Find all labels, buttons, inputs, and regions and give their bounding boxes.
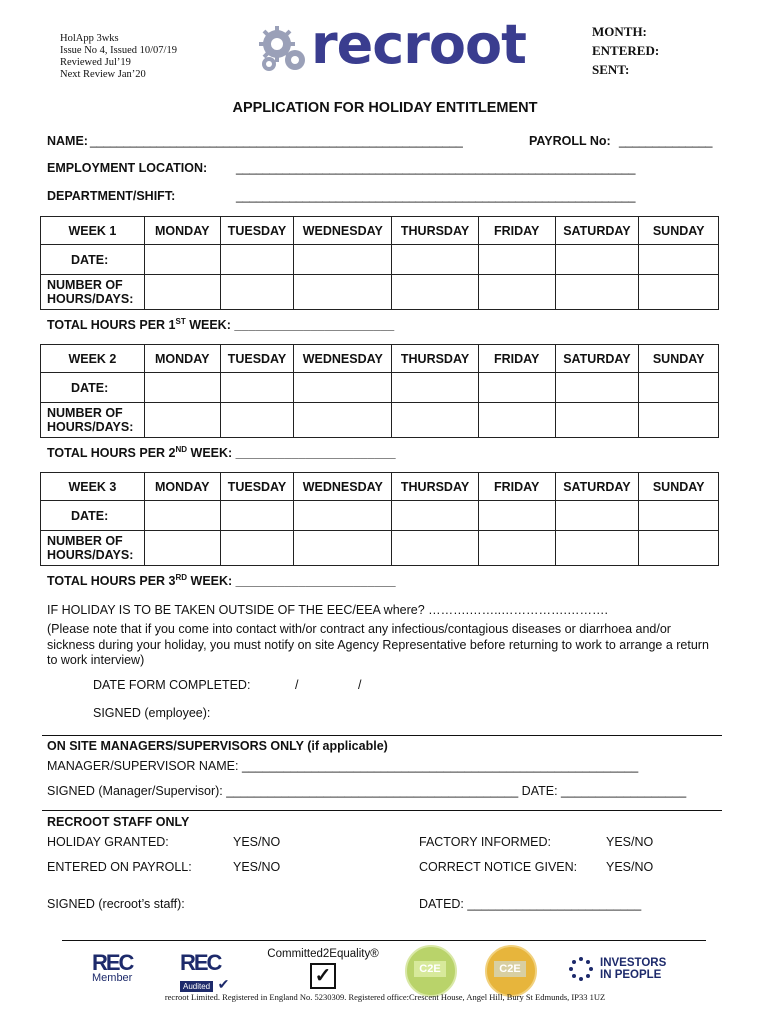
total-prefix: TOTAL HOURS PER 2: [47, 446, 176, 461]
ordinal: RD: [175, 573, 188, 582]
date-cell[interactable]: [478, 501, 555, 531]
signed-employee-label: SIGNED (employee):: [93, 706, 211, 720]
hours-cell[interactable]: [392, 403, 479, 438]
eec-question[interactable]: IF HOLIDAY IS TO BE TAKEN OUTSIDE OF THE EEC/EEA where? ……….……..…………….……….: [47, 603, 608, 617]
sent-label: SENT:: [592, 62, 630, 77]
date-cell[interactable]: [144, 373, 220, 403]
location-label: EMPLOYMENT LOCATION:: [47, 161, 208, 175]
day-header: SUNDAY: [639, 217, 719, 245]
c2e-text: C2E: [494, 961, 526, 977]
hours-cell[interactable]: [555, 275, 639, 310]
document-control-info: [60, 33, 177, 81]
month-label: MONTH:: [592, 24, 647, 39]
date-cell[interactable]: [555, 373, 639, 403]
total-hours-week-3[interactable]: [47, 573, 396, 588]
day-header: WEDNESDAY: [294, 345, 392, 373]
hours-row-label: NUMBER OF HOURS/DAYS:: [41, 275, 145, 310]
day-header: SATURDAY: [555, 217, 639, 245]
date-cell[interactable]: [294, 373, 392, 403]
date-cell[interactable]: [144, 245, 220, 275]
day-header: SUNDAY: [639, 473, 719, 501]
iip-wreath-icon: [568, 956, 594, 982]
hours-row-label: NUMBER OF HOURS/DAYS:: [41, 403, 145, 438]
manager-signed-field[interactable]: SIGNED (Manager/Supervisor): __________________________________________ DATE: __________________: [47, 784, 687, 798]
hours-cell[interactable]: [478, 403, 555, 438]
logo-wordmark: recroot: [311, 13, 526, 76]
payroll-field[interactable]: ______________: [619, 134, 713, 148]
manager-name-field[interactable]: MANAGER/SUPERVISOR NAME: _________________________________________________________: [47, 759, 639, 773]
date-cell[interactable]: [220, 373, 294, 403]
day-header: MONDAY: [144, 217, 220, 245]
hours-cell[interactable]: [220, 275, 294, 310]
checkbox-tick-icon: ✓: [310, 963, 336, 989]
date-cell[interactable]: [220, 245, 294, 275]
day-header: SATURDAY: [555, 473, 639, 501]
date-separator: /: [295, 678, 299, 692]
managers-heading: ON SITE MANAGERS/SUPERVISORS ONLY (if applicable): [47, 739, 388, 753]
office-use-box: [592, 22, 659, 79]
committed-text: Committed2Equality®: [267, 948, 379, 960]
day-header: THURSDAY: [392, 345, 479, 373]
day-header: FRIDAY: [478, 217, 555, 245]
gears-icon: [255, 22, 315, 76]
rec-member-badge: REC Member: [92, 950, 147, 990]
rec-audited-text: Audited: [180, 981, 213, 992]
total-suffix: WEEK: _______________________: [187, 574, 396, 589]
date-cell[interactable]: [555, 245, 639, 275]
form-title: APPLICATION FOR HOLIDAY ENTITLEMENT: [232, 100, 538, 116]
iip-text: INVESTORS IN PEOPLE: [600, 957, 667, 981]
week-label: WEEK 2: [41, 345, 145, 373]
doc-reviewed: Reviewed Jul’19: [60, 57, 131, 68]
footer-registration: recroot Limited. Registered in England No. 5230309. Registered office:Crescent House, Angel Hill, Bury St Edmunds, IP33 1UZ: [164, 992, 606, 1002]
hours-cell[interactable]: [392, 531, 479, 566]
day-header: MONDAY: [144, 345, 220, 373]
day-header: TUESDAY: [220, 473, 294, 501]
department-label: DEPARTMENT/SHIFT:: [47, 189, 176, 203]
hours-cell[interactable]: [639, 275, 719, 310]
c2e-badge-green: [405, 945, 457, 997]
ordinal: ND: [175, 445, 188, 454]
total-prefix: TOTAL HOURS PER 3: [47, 574, 176, 589]
day-header: SUNDAY: [639, 345, 719, 373]
total-hours-week-2[interactable]: [47, 445, 396, 460]
hours-cell[interactable]: [144, 275, 220, 310]
date-cell[interactable]: [639, 245, 719, 275]
week-3-table: [40, 472, 719, 566]
week-label: WEEK 3: [41, 473, 145, 501]
day-header: TUESDAY: [220, 217, 294, 245]
section-divider: [42, 810, 722, 811]
correct-notice-option[interactable]: YES/NO: [606, 860, 654, 874]
name-field[interactable]: ________________________________________________________: [90, 134, 463, 148]
factory-informed-label: FACTORY INFORMED:: [419, 835, 551, 849]
name-label: NAME:: [47, 134, 88, 148]
day-header: SATURDAY: [555, 345, 639, 373]
payroll-label: PAYROLL No:: [529, 134, 611, 148]
entered-payroll-option[interactable]: YES/NO: [233, 860, 281, 874]
date-cell[interactable]: [220, 501, 294, 531]
hours-cell[interactable]: [639, 531, 719, 566]
week-1-table: [40, 216, 719, 310]
holiday-granted-label: HOLIDAY GRANTED:: [47, 835, 169, 849]
date-cell[interactable]: [144, 501, 220, 531]
date-cell[interactable]: [478, 373, 555, 403]
checkmark-icon: ✔: [217, 976, 230, 992]
holiday-granted-option[interactable]: YES/NO: [233, 835, 281, 849]
c2e-text: C2E: [414, 961, 446, 977]
date-cell[interactable]: [392, 501, 479, 531]
day-header: WEDNESDAY: [294, 473, 392, 501]
date-cell[interactable]: [639, 373, 719, 403]
rec-member-text: Member: [92, 972, 133, 984]
recroot-logo: [255, 13, 526, 76]
date-cell[interactable]: [392, 245, 479, 275]
total-suffix: WEEK: _______________________: [187, 446, 396, 461]
hours-cell[interactable]: [144, 403, 220, 438]
staff-heading: RECROOT STAFF ONLY: [47, 815, 190, 829]
factory-informed-option[interactable]: YES/NO: [606, 835, 654, 849]
date-cell[interactable]: [555, 501, 639, 531]
entered-payroll-label: ENTERED ON PAYROLL:: [47, 860, 192, 874]
hours-cell[interactable]: [555, 403, 639, 438]
hours-cell[interactable]: [294, 403, 392, 438]
day-header: THURSDAY: [392, 217, 479, 245]
hours-cell[interactable]: [555, 531, 639, 566]
total-hours-week-1[interactable]: [47, 317, 394, 332]
week-2-table: [40, 344, 719, 438]
date-cell[interactable]: [639, 501, 719, 531]
hours-cell[interactable]: [294, 275, 392, 310]
ordinal: ST: [175, 317, 186, 326]
day-header: WEDNESDAY: [294, 217, 392, 245]
hours-cell[interactable]: [639, 403, 719, 438]
date-row-label: DATE:: [41, 501, 145, 531]
hours-cell[interactable]: [144, 531, 220, 566]
total-prefix: TOTAL HOURS PER 1: [47, 318, 176, 333]
c2e-badge-gold: [485, 945, 537, 997]
entered-label: ENTERED:: [592, 43, 660, 58]
day-header: MONDAY: [144, 473, 220, 501]
week-label: WEEK 1: [41, 217, 145, 245]
hours-cell[interactable]: [220, 403, 294, 438]
correct-notice-label: CORRECT NOTICE GIVEN:: [419, 860, 578, 874]
doc-next-review: Next Review Jan’20: [60, 69, 146, 80]
rec-audited-badge: REC Audited ✔: [180, 950, 230, 992]
health-note: (Please note that if you come into contact with/or contract any infectious/contagious diseases or diarrhoea and/or sickness during your holiday, you must notify on site Agency Representative before returning to work to arrange a return to work interview): [47, 622, 709, 667]
section-divider: [42, 735, 722, 736]
date-cell[interactable]: [294, 245, 392, 275]
date-row-label: DATE:: [41, 245, 145, 275]
date-row-label: DATE:: [41, 373, 145, 403]
hours-row-label: NUMBER OF HOURS/DAYS:: [41, 531, 145, 566]
hours-cell[interactable]: [478, 531, 555, 566]
location-field[interactable]: ____________________________________________________________: [236, 161, 636, 175]
day-header: FRIDAY: [478, 473, 555, 501]
date-cell[interactable]: [478, 245, 555, 275]
signed-staff-label: SIGNED (recroot’s staff):: [47, 897, 185, 911]
day-header: TUESDAY: [220, 345, 294, 373]
dated-field[interactable]: DATED: _________________________: [419, 897, 642, 911]
day-header: FRIDAY: [478, 345, 555, 373]
footer-divider: [62, 940, 706, 941]
doc-issue: Issue No 4, Issued 10/07/19: [60, 45, 177, 56]
total-suffix: WEEK: _______________________: [185, 318, 395, 333]
hours-cell[interactable]: [294, 531, 392, 566]
hours-cell[interactable]: [220, 531, 294, 566]
day-header: THURSDAY: [392, 473, 479, 501]
date-separator: /: [358, 678, 362, 692]
committed2equality-badge: [258, 948, 388, 992]
doc-ref: HolApp 3wks: [60, 33, 119, 44]
hours-cell[interactable]: [478, 275, 555, 310]
date-cell[interactable]: [392, 373, 479, 403]
date-completed-label: DATE FORM COMPLETED:: [93, 678, 251, 692]
department-field[interactable]: ____________________________________________________________: [236, 189, 636, 203]
date-cell[interactable]: [294, 501, 392, 531]
hours-cell[interactable]: [392, 275, 479, 310]
investors-in-people-badge: [568, 956, 678, 986]
